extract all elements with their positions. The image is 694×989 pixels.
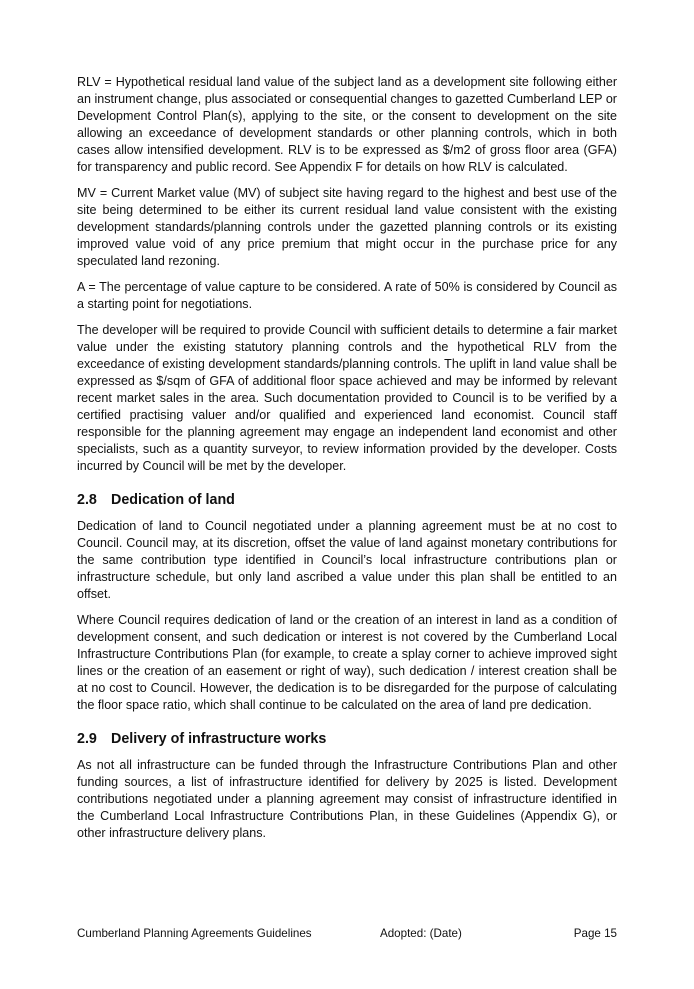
section-number: 2.9 — [77, 731, 97, 747]
paragraph-mv-definition: MV = Current Market value (MV) of subject site having regard to the highest and best use of the site being determined to be either its current residual land value consistent with the existing development standards/planning controls under the gazetted planning controls or its existing improved value void of any price premium that might occur in the purchase price for any speculated land rezoning. — [77, 186, 617, 268]
section-title: Delivery of infrastructure works — [111, 731, 327, 747]
section-title: Dedication of land — [111, 492, 235, 508]
section-heading-delivery-of-infrastructure — [77, 730, 617, 748]
paragraph-infrastructure-delivery: As not all infrastructure can be funded through the Infrastructure Contributions Plan and other funding sources, a list of infrastructure identified for delivery by 2025 is listed. Development contributions negotiated under a planning agreement may consist of infrastructure identified in the Cumberland Local Infrastructure Contributions Plan, in these Guidelines (Appendix G), or other infrastructure delivery plans. — [77, 758, 617, 840]
footer-document-title: Cumberland Planning Agreements Guidelines — [77, 927, 312, 940]
page-footer — [77, 926, 617, 942]
paragraph-dedication-condition: Where Council requires dedication of land or the creation of an interest in land as a condition of development consent, and such dedication or interest is not covered by the Cumberland Local Infrastructure Contributions Plan (for example, to create a splay corner to achieve improved sight lines or the creation of an easement or right of way), such dedication / interest creation shall be at no cost to Council. However, the dedication is to be disregarded for the purpose of calculating the floor space ratio, which shall continue to be calculated on the area of land pre dedication. — [77, 613, 617, 712]
paragraph-developer-requirements: The developer will be required to provide Council with sufficient details to determine a fair market value under the existing statutory planning controls and the hypothetical RLV from the exceedance of existing development standards/planning controls. The uplift in land value shall be expressed as $/sqm of GFA of additional floor space achieved and may be informed by relevant recent market sales in the area. Such documentation provided to Council is to be verified by a certified practising valuer and/or qualified and experienced land economist. Council staff responsible for the planning agreement may engage an independent land economist and other specialists, such as a quantity surveyor, to review information provided by the developer. Costs incurred by Council will be met by the developer. — [77, 323, 617, 473]
footer-page-number: Page 15 — [573, 927, 617, 940]
section-number: 2.8 — [77, 492, 97, 508]
paragraph-dedication-cost: Dedication of land to Council negotiated under a planning agreement must be at no cost to Council. Council may, at its discretion, offset the value of land against monetary contributions for the same contribution type identified in Council’s local infrastructure contributions plan or infrastructure schedule, but only land ascribed a value under this plan shall be entitled to an offset. — [77, 519, 617, 601]
paragraph-rlv-definition: RLV = Hypothetical residual land value of the subject land as a development site following either an instrument change, plus associated or consequential changes to gazetted Cumberland LEP or Development Control Plan(s), applying to the site, or the consent to development on the site allowing an exceedance of development standards or other planning controls, which in both cases allow intensified development. RLV is to be expressed as $/m2 of gross floor area (GFA) for transparency and public record. See Appendix F for details on how RLV is calculated. — [77, 75, 617, 174]
section-heading-dedication-of-land — [77, 491, 617, 509]
paragraph-a-definition: A = The percentage of value capture to be considered. A rate of 50% is considered by Council as a starting point for negotiations. — [77, 280, 617, 311]
footer-adopted-date: Adopted: (Date) — [380, 927, 462, 940]
document-page — [77, 74, 617, 851]
